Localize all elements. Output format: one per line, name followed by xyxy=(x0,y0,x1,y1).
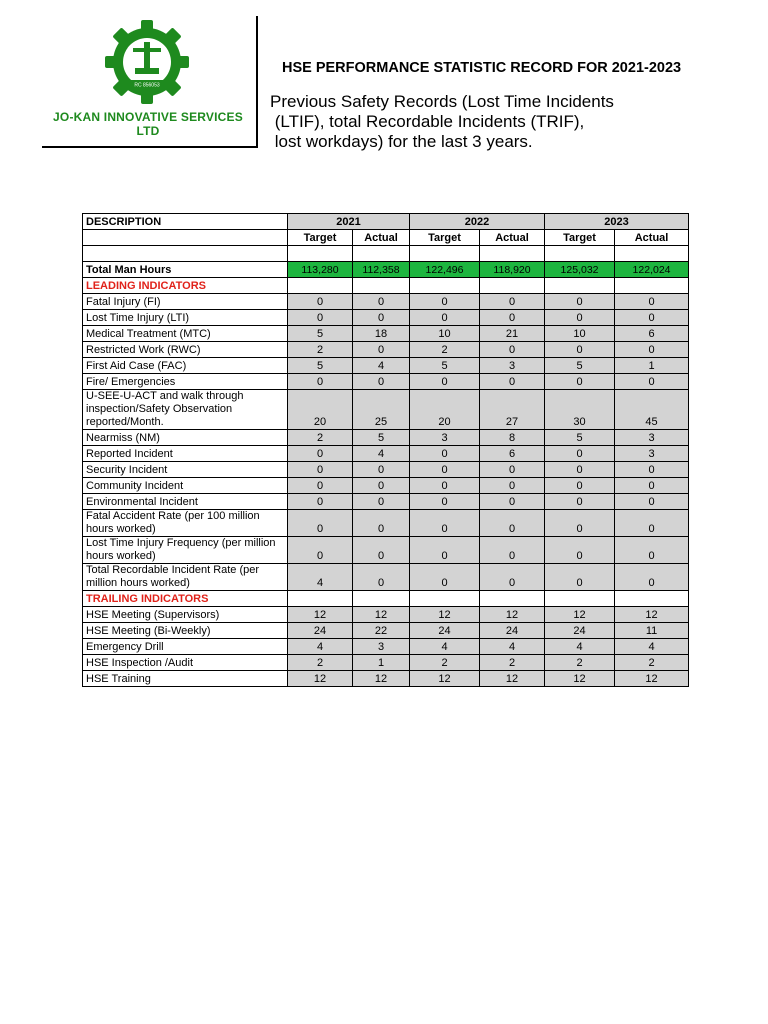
value-cell: 0 xyxy=(288,494,353,510)
value-cell: 3 xyxy=(410,430,480,446)
row-label: Total Recordable Incident Rate (per million hours worked) xyxy=(83,564,288,591)
leading-indicators-label: LEADING INDICATORS xyxy=(83,278,288,294)
row-label: HSE Inspection /Audit xyxy=(83,655,288,671)
value-cell: 18 xyxy=(353,326,410,342)
table-row xyxy=(83,671,689,687)
value-cell: 3 xyxy=(353,639,410,655)
row-label: HSE Meeting (Bi-Weekly) xyxy=(83,623,288,639)
leading-indicators-header-row xyxy=(83,278,689,294)
value-cell: 5 xyxy=(288,326,353,342)
value-cell: 24 xyxy=(410,623,480,639)
value-cell: 0 xyxy=(353,342,410,358)
actual-header: Actual xyxy=(615,230,689,246)
value-cell: 0 xyxy=(545,294,615,310)
value-cell: 4 xyxy=(353,446,410,462)
value-cell: 5 xyxy=(288,358,353,374)
value-cell: 0 xyxy=(480,494,545,510)
man-hours-value: 125,032 xyxy=(545,262,615,278)
value-cell: 5 xyxy=(545,358,615,374)
value-cell: 24 xyxy=(288,623,353,639)
row-label: Fire/ Emergencies xyxy=(83,374,288,390)
value-cell: 0 xyxy=(615,294,689,310)
value-cell: 1 xyxy=(353,655,410,671)
value-cell: 12 xyxy=(353,607,410,623)
table-row xyxy=(83,294,689,310)
value-cell: 20 xyxy=(288,390,353,430)
value-cell: 0 xyxy=(410,494,480,510)
value-cell: 0 xyxy=(410,537,480,564)
actual-header: Actual xyxy=(480,230,545,246)
value-cell: 0 xyxy=(288,374,353,390)
value-cell: 0 xyxy=(353,294,410,310)
value-cell: 0 xyxy=(410,462,480,478)
value-cell: 0 xyxy=(615,494,689,510)
value-cell: 5 xyxy=(545,430,615,446)
row-label: U-SEE-U-ACT and walk through inspection/Safety Observation reported/Month. xyxy=(83,390,288,430)
table-row xyxy=(83,607,689,623)
value-cell: 12 xyxy=(353,671,410,687)
value-cell: 0 xyxy=(288,510,353,537)
value-cell: 0 xyxy=(288,478,353,494)
value-cell: 2 xyxy=(288,430,353,446)
value-cell: 0 xyxy=(480,374,545,390)
table-row xyxy=(83,478,689,494)
value-cell: 0 xyxy=(353,494,410,510)
table-row xyxy=(83,310,689,326)
year-2023-header: 2023 xyxy=(545,214,689,230)
row-label: Restricted Work (RWC) xyxy=(83,342,288,358)
table-row xyxy=(83,430,689,446)
value-cell: 2 xyxy=(480,655,545,671)
value-cell: 0 xyxy=(410,510,480,537)
value-cell: 6 xyxy=(480,446,545,462)
table-row xyxy=(83,446,689,462)
value-cell: 0 xyxy=(480,310,545,326)
table-row xyxy=(83,510,689,537)
man-hours-value: 122,496 xyxy=(410,262,480,278)
value-cell: 0 xyxy=(615,537,689,564)
value-cell: 0 xyxy=(410,310,480,326)
value-cell: 25 xyxy=(353,390,410,430)
year-2021-header: 2021 xyxy=(288,214,410,230)
year-2022-header: 2022 xyxy=(410,214,545,230)
table-row xyxy=(83,655,689,671)
value-cell: 0 xyxy=(615,310,689,326)
value-cell: 11 xyxy=(615,623,689,639)
value-cell: 0 xyxy=(545,342,615,358)
value-cell: 0 xyxy=(353,510,410,537)
page-title: HSE PERFORMANCE STATISTIC RECORD FOR 2021-2023 xyxy=(282,60,682,76)
horizontal-divider xyxy=(42,146,258,148)
value-cell: 0 xyxy=(545,537,615,564)
value-cell: 0 xyxy=(615,510,689,537)
row-label: Medical Treatment (MTC) xyxy=(83,326,288,342)
trailing-indicators-body xyxy=(83,607,689,687)
value-cell: 0 xyxy=(615,342,689,358)
row-label: Lost Time Injury (LTI) xyxy=(83,310,288,326)
value-cell: 4 xyxy=(410,639,480,655)
vertical-divider xyxy=(256,16,258,148)
row-label: Emergency Drill xyxy=(83,639,288,655)
row-label: Lost Time Injury Frequency (per million hours worked) xyxy=(83,537,288,564)
value-cell: 5 xyxy=(410,358,480,374)
company-logo xyxy=(48,18,248,136)
value-cell: 0 xyxy=(545,446,615,462)
value-cell: 12 xyxy=(545,607,615,623)
value-cell: 45 xyxy=(615,390,689,430)
value-cell: 2 xyxy=(615,655,689,671)
value-cell: 21 xyxy=(480,326,545,342)
value-cell: 4 xyxy=(353,358,410,374)
man-hours-row xyxy=(83,262,689,278)
table-row xyxy=(83,623,689,639)
value-cell: 3 xyxy=(615,446,689,462)
table-row xyxy=(83,537,689,564)
value-cell: 10 xyxy=(545,326,615,342)
value-cell: 2 xyxy=(288,342,353,358)
logo-rc-text: RC 856053 xyxy=(134,82,160,89)
value-cell: 4 xyxy=(288,639,353,655)
target-header: Target xyxy=(545,230,615,246)
value-cell: 4 xyxy=(615,639,689,655)
value-cell: 6 xyxy=(615,326,689,342)
value-cell: 0 xyxy=(545,564,615,591)
row-label: HSE Training xyxy=(83,671,288,687)
year-header-row xyxy=(83,214,689,230)
value-cell: 0 xyxy=(545,510,615,537)
value-cell: 0 xyxy=(480,478,545,494)
table-row xyxy=(83,462,689,478)
value-cell: 4 xyxy=(288,564,353,591)
value-cell: 0 xyxy=(545,374,615,390)
row-label: First Aid Case (FAC) xyxy=(83,358,288,374)
value-cell: 0 xyxy=(545,310,615,326)
value-cell: 0 xyxy=(353,564,410,591)
row-label: Security Incident xyxy=(83,462,288,478)
row-label: Reported Incident xyxy=(83,446,288,462)
value-cell: 2 xyxy=(288,655,353,671)
table-row xyxy=(83,358,689,374)
target-actual-header-row xyxy=(83,230,689,246)
value-cell: 4 xyxy=(480,639,545,655)
actual-header: Actual xyxy=(353,230,410,246)
row-label: HSE Meeting (Supervisors) xyxy=(83,607,288,623)
value-cell: 5 xyxy=(353,430,410,446)
value-cell: 0 xyxy=(410,446,480,462)
man-hours-value: 122,024 xyxy=(615,262,689,278)
man-hours-value: 118,920 xyxy=(480,262,545,278)
value-cell: 12 xyxy=(545,671,615,687)
leading-indicators-body xyxy=(83,294,689,591)
value-cell: 0 xyxy=(615,478,689,494)
value-cell: 0 xyxy=(288,294,353,310)
value-cell: 0 xyxy=(615,564,689,591)
value-cell: 12 xyxy=(480,671,545,687)
value-cell: 12 xyxy=(615,671,689,687)
gear-logo-icon xyxy=(103,18,191,106)
value-cell: 27 xyxy=(480,390,545,430)
value-cell: 24 xyxy=(545,623,615,639)
table-row xyxy=(83,494,689,510)
value-cell: 3 xyxy=(480,358,545,374)
value-cell: 1 xyxy=(615,358,689,374)
table-row xyxy=(83,326,689,342)
hse-statistics-table xyxy=(82,213,689,687)
value-cell: 2 xyxy=(410,342,480,358)
row-label: Total Man Hours xyxy=(83,262,288,278)
table-row xyxy=(83,374,689,390)
value-cell: 4 xyxy=(545,639,615,655)
table-row xyxy=(83,639,689,655)
company-name: JO-KAN INNOVATIVE SERVICES LTD xyxy=(53,110,243,138)
value-cell: 0 xyxy=(410,374,480,390)
value-cell: 0 xyxy=(288,446,353,462)
value-cell: 2 xyxy=(545,655,615,671)
trailing-indicators-header-row xyxy=(83,591,689,607)
value-cell: 12 xyxy=(288,607,353,623)
value-cell: 0 xyxy=(615,374,689,390)
value-cell: 0 xyxy=(480,342,545,358)
value-cell: 0 xyxy=(615,462,689,478)
row-label: Nearmiss (NM) xyxy=(83,430,288,446)
value-cell: 0 xyxy=(480,462,545,478)
value-cell: 0 xyxy=(410,294,480,310)
value-cell: 0 xyxy=(480,564,545,591)
row-label: Environmental Incident xyxy=(83,494,288,510)
row-label: Fatal Accident Rate (per 100 million hours worked) xyxy=(83,510,288,537)
value-cell: 0 xyxy=(353,462,410,478)
value-cell: 0 xyxy=(545,478,615,494)
page-subtitle: Previous Safety Records (Lost Time Incidents (LTIF), total Recordable Incidents (TRIF), lost workdays) for the last 3 years. xyxy=(270,92,614,151)
value-cell: 2 xyxy=(410,655,480,671)
value-cell: 0 xyxy=(353,537,410,564)
value-cell: 0 xyxy=(480,510,545,537)
value-cell: 0 xyxy=(353,478,410,494)
target-header: Target xyxy=(288,230,353,246)
table-row xyxy=(83,342,689,358)
value-cell: 0 xyxy=(288,462,353,478)
value-cell: 0 xyxy=(410,564,480,591)
row-label: Fatal Injury (FI) xyxy=(83,294,288,310)
value-cell: 12 xyxy=(410,607,480,623)
value-cell: 12 xyxy=(615,607,689,623)
target-header: Target xyxy=(410,230,480,246)
value-cell: 12 xyxy=(288,671,353,687)
value-cell: 0 xyxy=(480,294,545,310)
description-header: DESCRIPTION xyxy=(83,214,288,230)
value-cell: 20 xyxy=(410,390,480,430)
trailing-indicators-label: TRAILING INDICATORS xyxy=(83,591,288,607)
value-cell: 10 xyxy=(410,326,480,342)
value-cell: 0 xyxy=(545,462,615,478)
value-cell: 0 xyxy=(288,537,353,564)
spacer-row xyxy=(83,246,689,262)
empty-cell xyxy=(83,230,288,246)
value-cell: 3 xyxy=(615,430,689,446)
man-hours-value: 112,358 xyxy=(353,262,410,278)
value-cell: 12 xyxy=(410,671,480,687)
value-cell: 0 xyxy=(545,494,615,510)
value-cell: 0 xyxy=(480,537,545,564)
man-hours-value: 113,280 xyxy=(288,262,353,278)
table-row xyxy=(83,390,689,430)
table-row xyxy=(83,564,689,591)
value-cell: 0 xyxy=(410,478,480,494)
value-cell: 0 xyxy=(353,310,410,326)
row-label: Community Incident xyxy=(83,478,288,494)
value-cell: 12 xyxy=(480,607,545,623)
value-cell: 0 xyxy=(353,374,410,390)
value-cell: 30 xyxy=(545,390,615,430)
value-cell: 22 xyxy=(353,623,410,639)
value-cell: 24 xyxy=(480,623,545,639)
value-cell: 0 xyxy=(288,310,353,326)
value-cell: 8 xyxy=(480,430,545,446)
